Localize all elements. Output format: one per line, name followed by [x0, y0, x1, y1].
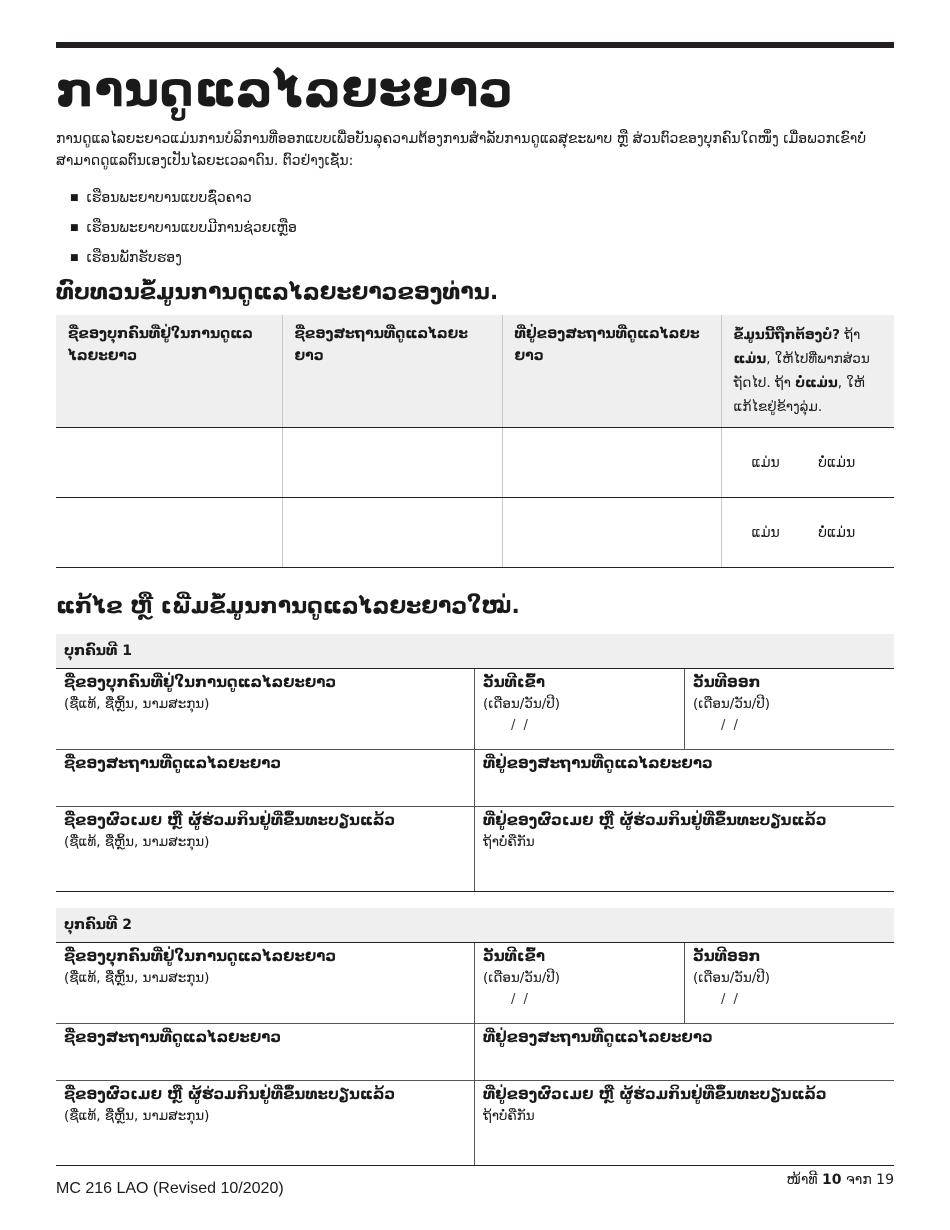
person-name-field[interactable]	[56, 943, 474, 1023]
date-slashes: / /	[511, 718, 530, 733]
no-option[interactable]: ບໍ່ແມ່ນ	[818, 454, 856, 471]
field-label: ວັນທີອອກ	[693, 673, 761, 691]
field-hint: (ເດືອນ/ວັນ/ປີ)	[693, 696, 771, 712]
list-item: ■ ເຮືອນພັກຮັບຮອງ	[70, 244, 297, 274]
spouse-address-field[interactable]	[474, 1081, 894, 1165]
facility-name-field[interactable]	[56, 1024, 474, 1080]
field-hint: (ຊື່ແທ້, ຊື່ຫຼິ້ນ, ນາມສະກຸນ)	[64, 1108, 210, 1124]
field-label: ຊື່ຂອງສະຖານທີ່ດູແລໄລຍະຍາວ	[64, 1028, 282, 1046]
facility-name-field[interactable]	[56, 750, 474, 806]
date-slashes: / /	[511, 992, 530, 1007]
field-label: ທີ່ຢູ່ຂອງຜົວເມຍ ຫຼື ຜູ້ຮ່ວມກິນຢູ່ທີ່ຂຶ້ນທະບຽນແລ້ວ	[483, 1085, 827, 1103]
col-facility-name: ຊື່ຂອງສະຖານທີ່ດູແລໄລຍະຍາວ	[282, 315, 502, 428]
person-name-field[interactable]	[56, 669, 474, 749]
field-hint: ຖ້າບໍ່ຄືກັນ	[483, 834, 535, 850]
no-option[interactable]: ບໍ່ແມ່ນ	[818, 524, 856, 541]
yes-no-cell	[721, 498, 894, 568]
review-heading: ທົບທວນຂໍ້ມູນການດູແລໄລຍະຍາວຂອງທ່ານ.	[56, 280, 499, 305]
field-label: ຊື່ຂອງບຸກຄົນທີ່ຢູ່ໃນການດູແລໄລຍະຍາວ	[64, 673, 337, 691]
list-item: ■ ເຮືອນພະຍາບານແບບມີການຊ່ວຍເຫຼືອ	[70, 214, 297, 244]
form-row	[56, 1024, 894, 1081]
date-out-field[interactable]	[684, 943, 894, 1023]
col-person-name: ຊື່ຂອງບຸກຄົນທີ່ຢູ່ໃນການດູແລໄລຍະຍາວ	[56, 315, 282, 428]
page-title: ການດູແລໄລຍະຍາວ	[56, 62, 514, 118]
form-row	[56, 807, 894, 892]
person-name-cell[interactable]	[56, 498, 282, 568]
field-label: ຊື່ຂອງຜົວເມຍ ຫຼື ຜູ້ຮ່ວມກິນຢູ່ທີ່ຂຶ້ນທະບຽນແລ້ວ	[64, 811, 396, 829]
field-label: ທີ່ຢູ່ຂອງສະຖານທີ່ດູແລໄລຍະຍາວ	[483, 754, 713, 772]
date-in-field[interactable]	[474, 943, 684, 1023]
form-row	[56, 750, 894, 807]
date-in-field[interactable]	[474, 669, 684, 749]
date-slashes: / /	[721, 718, 740, 733]
facility-address-field[interactable]	[474, 1024, 894, 1080]
spouse-name-field[interactable]	[56, 807, 474, 891]
form-row	[56, 943, 894, 1024]
person-1-header: ບຸກຄົນທີ 1	[56, 634, 894, 669]
form-row	[56, 1081, 894, 1166]
field-hint: ຖ້າບໍ່ຄືກັນ	[483, 1108, 535, 1124]
list-item: ■ ເຮືອນພະຍາບານແບບຊົ່ວຄາວ	[70, 184, 297, 214]
field-hint: (ເດືອນ/ວັນ/ປີ)	[483, 970, 561, 986]
col-facility-address: ທີ່ຢູ່ຂອງສະຖານທີ່ດູແລໄລຍະຍາວ	[502, 315, 721, 428]
facility-address-cell[interactable]	[502, 428, 721, 498]
field-hint: (ເດືອນ/ວັນ/ປີ)	[483, 696, 561, 712]
field-hint: (ເດືອນ/ວັນ/ປີ)	[693, 970, 771, 986]
person-2-section	[56, 908, 894, 1166]
field-label: ວັນທີເຂົ້າ	[483, 673, 546, 691]
yes-no-cell	[721, 428, 894, 498]
field-label: ວັນທີອອກ	[693, 947, 761, 965]
field-label: ຊື່ຂອງສະຖານທີ່ດູແລໄລຍະຍາວ	[64, 754, 282, 772]
col-is-correct: ຂໍ້ມູນນີ້ຖືກຕ້ອງບໍ? ຖ້າ ແມ່ນ, ໃຫ້ໄປທີ່ພາກສ່ວນຖັດໄປ. ຖ້າ ບໍ່ແມ່ນ, ໃຫ້ແກ້ໄຂຢູ່ຂ້າງລຸ່ມ.	[721, 315, 894, 428]
person-2-header: ບຸກຄົນທີ 2	[56, 908, 894, 943]
add-heading: ແກ້ໄຂ ຫຼື ເພີ່ມຂໍ້ມູນການດູແລໄລຍະຍາວໃໝ່.	[56, 594, 520, 619]
field-label: ທີ່ຢູ່ຂອງສະຖານທີ່ດູແລໄລຍະຍາວ	[483, 1028, 713, 1046]
form-id: MC 216 LAO (Revised 10/2020)	[56, 1180, 284, 1197]
spouse-name-field[interactable]	[56, 1081, 474, 1165]
field-hint: (ຊື່ແທ້, ຊື່ຫຼິ້ນ, ນາມສະກຸນ)	[64, 696, 210, 712]
person-name-cell[interactable]	[56, 428, 282, 498]
field-label: ທີ່ຢູ່ຂອງຜົວເມຍ ຫຼື ຜູ້ຮ່ວມກິນຢູ່ທີ່ຂຶ້ນທະບຽນແລ້ວ	[483, 811, 827, 829]
page-number: ໜ້າທີ 10 ຈາກ 19	[786, 1172, 894, 1188]
table-row	[56, 428, 894, 498]
example-list	[70, 184, 297, 274]
yes-option[interactable]: ແມ່ນ	[751, 454, 780, 471]
facility-address-field[interactable]	[474, 750, 894, 806]
form-row	[56, 669, 894, 750]
field-label: ວັນທີເຂົ້າ	[483, 947, 546, 965]
intro-paragraph: ການດູແລໄລຍະຍາວແມ່ນການບໍລິການທີ່ອອກແບບເພື່ອບັນລຸຄວາມຕ້ອງການສຳລັບການດູແລສຸຂະພາບ ຫຼື ສ່ວນຕົວຂອງບຸກຄົນໃດໜຶ່ງ ເມື່ອພວກເຂົາບໍ່ສາມາດດູແລຕົນເອງເປັນໄລຍະເວລາດົນ. ຕົວຢ່າງເຊັ່ນ:	[56, 131, 867, 169]
spouse-address-field[interactable]	[474, 807, 894, 891]
yes-option[interactable]: ແມ່ນ	[751, 524, 780, 541]
field-label: ຊື່ຂອງຜົວເມຍ ຫຼື ຜູ້ຮ່ວມກິນຢູ່ທີ່ຂຶ້ນທະບຽນແລ້ວ	[64, 1085, 396, 1103]
facility-address-cell[interactable]	[502, 498, 721, 568]
table-row	[56, 498, 894, 568]
field-hint: (ຊື່ແທ້, ຊື່ຫຼິ້ນ, ນາມສະກຸນ)	[64, 834, 210, 850]
top-rule	[56, 42, 894, 48]
table-header-row	[56, 315, 894, 428]
facility-name-cell[interactable]	[282, 498, 502, 568]
date-out-field[interactable]	[684, 669, 894, 749]
facility-name-cell[interactable]	[282, 428, 502, 498]
date-slashes: / /	[721, 992, 740, 1007]
review-table	[56, 315, 894, 568]
field-hint: (ຊື່ແທ້, ຊື່ຫຼິ້ນ, ນາມສະກຸນ)	[64, 970, 210, 986]
person-1-section	[56, 634, 894, 892]
field-label: ຊື່ຂອງບຸກຄົນທີ່ຢູ່ໃນການດູແລໄລຍະຍາວ	[64, 947, 337, 965]
